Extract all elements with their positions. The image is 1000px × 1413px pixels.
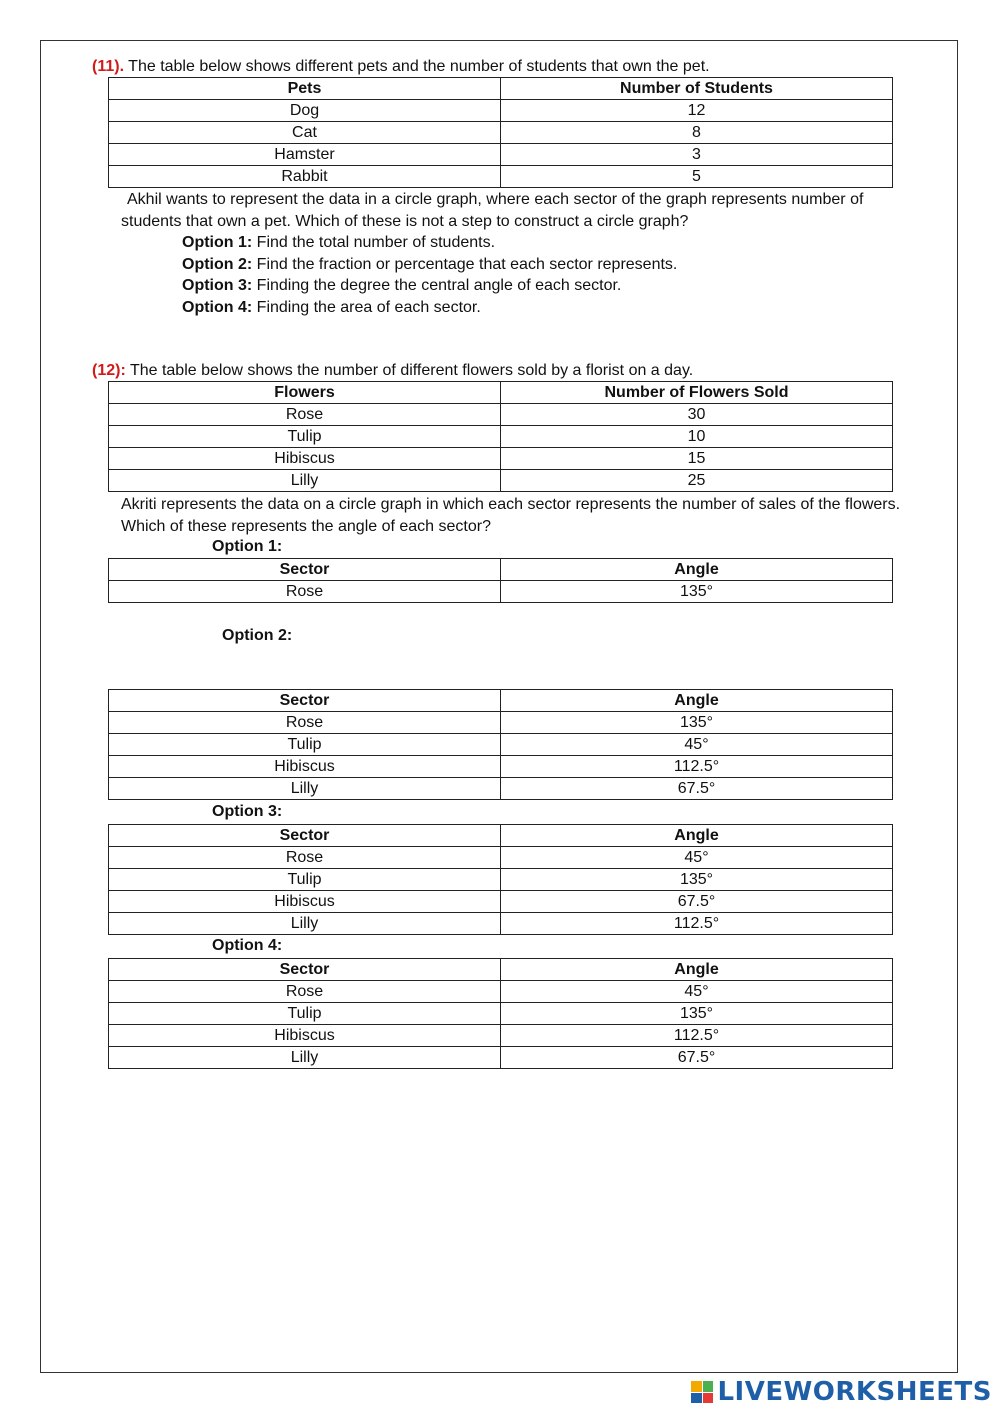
option-label: Option 4:	[182, 299, 253, 316]
table-header-row	[109, 959, 893, 981]
table-row	[109, 712, 893, 734]
table-header-row	[109, 690, 893, 712]
table-cell: Lilly	[109, 913, 501, 935]
table-cell: 45°	[501, 981, 893, 1003]
table-cell: 5	[501, 166, 893, 188]
table-row	[109, 847, 893, 869]
table-cell: 135°	[501, 712, 893, 734]
q12-option-1-label[interactable]: Option 1:	[212, 538, 283, 555]
header-cell: Sector	[109, 559, 501, 581]
table-cell: 112.5°	[501, 756, 893, 778]
brand-name: LIVEWORKSHEETS	[717, 1377, 992, 1407]
table-row	[109, 470, 893, 492]
q12-option-2-label[interactable]: Option 2:	[222, 627, 293, 644]
table-header-row	[109, 559, 893, 581]
q12-option-3-label[interactable]: Option 3:	[212, 803, 283, 820]
header-cell: Angle	[501, 825, 893, 847]
header-cell: Sector	[109, 959, 501, 981]
header-cell: Number of Students	[501, 78, 893, 100]
table-cell: Rose	[109, 981, 501, 1003]
table-header-row	[109, 382, 893, 404]
table-cell: Tulip	[109, 734, 501, 756]
q12-option-4-label[interactable]: Option 4:	[212, 937, 283, 954]
table-cell: Tulip	[109, 869, 501, 891]
table-cell: Hibiscus	[109, 756, 501, 778]
table-cell: 67.5°	[501, 891, 893, 913]
q11-option-4[interactable]	[182, 297, 481, 319]
table-row	[109, 166, 893, 188]
table-row	[109, 448, 893, 470]
table-cell: Rabbit	[109, 166, 501, 188]
q12-option-2-table[interactable]	[108, 689, 893, 800]
table-cell: Rose	[109, 847, 501, 869]
table-cell: 135°	[501, 1003, 893, 1025]
table-cell: Lilly	[109, 778, 501, 800]
q11-option-2[interactable]	[182, 254, 677, 276]
table-cell: Hibiscus	[109, 891, 501, 913]
table-cell: 112.5°	[501, 1025, 893, 1047]
table-cell: Tulip	[109, 1003, 501, 1025]
table-cell: Hibiscus	[109, 448, 501, 470]
q12-flowers-table	[108, 381, 893, 492]
option-text: Find the total number of students.	[256, 234, 496, 251]
q12-intro-line	[92, 361, 693, 381]
q11-question: Akhil wants to represent the data in a circle graph, where each sector of the graph represents number of students that own a pet. Which of these is not a step to construct a circle graph?	[121, 191, 864, 230]
table-cell: 67.5°	[501, 778, 893, 800]
table-row	[109, 778, 893, 800]
q11-intro-line	[92, 57, 710, 77]
q11-option-3[interactable]	[182, 275, 621, 297]
option-label: Option 3:	[182, 277, 253, 294]
table-cell: 67.5°	[501, 1047, 893, 1069]
header-cell: Flowers	[109, 382, 501, 404]
header-cell: Angle	[501, 959, 893, 981]
table-cell: 10	[501, 426, 893, 448]
table-cell: 15	[501, 448, 893, 470]
table-row	[109, 144, 893, 166]
table-row	[109, 581, 893, 603]
option-text: Finding the area of each sector.	[256, 299, 481, 316]
table-cell: Rose	[109, 581, 501, 603]
q11-intro: The table below shows different pets and the number of students that own the pet.	[128, 58, 710, 75]
liveworksheets-logo-icon	[691, 1381, 713, 1403]
table-cell: 25	[501, 470, 893, 492]
header-cell: Sector	[109, 825, 501, 847]
q12-option-3-table[interactable]	[108, 824, 893, 935]
header-cell: Angle	[501, 559, 893, 581]
q12-option-1-table[interactable]	[108, 558, 893, 603]
table-row	[109, 869, 893, 891]
table-cell: 8	[501, 122, 893, 144]
liveworksheets-logo[interactable]	[691, 1377, 992, 1407]
table-cell: 135°	[501, 869, 893, 891]
header-cell: Number of Flowers Sold	[501, 382, 893, 404]
table-row	[109, 1003, 893, 1025]
option-label: Option 2:	[182, 256, 253, 273]
table-cell: Rose	[109, 712, 501, 734]
table-cell: 45°	[501, 734, 893, 756]
table-cell: Dog	[109, 100, 501, 122]
option-text: Finding the degree the central angle of each sector.	[256, 277, 622, 294]
table-row	[109, 734, 893, 756]
table-row	[109, 404, 893, 426]
q12-intro: The table below shows the number of different flowers sold by a florist on a day.	[129, 362, 694, 379]
option-text: Find the fraction or percentage that each sector represents.	[256, 256, 678, 273]
q11-number: (11).	[92, 58, 125, 75]
table-cell: Lilly	[109, 470, 501, 492]
table-cell: Hamster	[109, 144, 501, 166]
q11-option-1[interactable]	[182, 232, 495, 254]
table-cell: 3	[501, 144, 893, 166]
header-cell: Sector	[109, 690, 501, 712]
table-cell: Rose	[109, 404, 501, 426]
table-cell: 30	[501, 404, 893, 426]
table-cell: 135°	[501, 581, 893, 603]
table-cell: 12	[501, 100, 893, 122]
table-row	[109, 426, 893, 448]
table-header-row	[109, 825, 893, 847]
table-cell: 45°	[501, 847, 893, 869]
q12-option-4-table[interactable]	[108, 958, 893, 1069]
table-cell: Hibiscus	[109, 1025, 501, 1047]
table-row	[109, 1025, 893, 1047]
table-row	[109, 122, 893, 144]
table-row	[109, 913, 893, 935]
table-row	[109, 891, 893, 913]
header-cell: Angle	[501, 690, 893, 712]
q12-number: (12):	[92, 362, 126, 379]
table-cell: Lilly	[109, 1047, 501, 1069]
table-row	[109, 1047, 893, 1069]
q11-pets-table	[108, 77, 893, 188]
table-row	[109, 981, 893, 1003]
option-label: Option 1:	[182, 234, 253, 251]
header-cell: Pets	[109, 78, 501, 100]
q12-question: Akriti represents the data on a circle graph in which each sector represents the number of sales of the flowers. Which of these represents the angle of each sector?	[121, 496, 901, 535]
table-cell: Cat	[109, 122, 501, 144]
table-cell: Tulip	[109, 426, 501, 448]
table-row	[109, 100, 893, 122]
table-header-row	[109, 78, 893, 100]
table-row	[109, 756, 893, 778]
table-cell: 112.5°	[501, 913, 893, 935]
